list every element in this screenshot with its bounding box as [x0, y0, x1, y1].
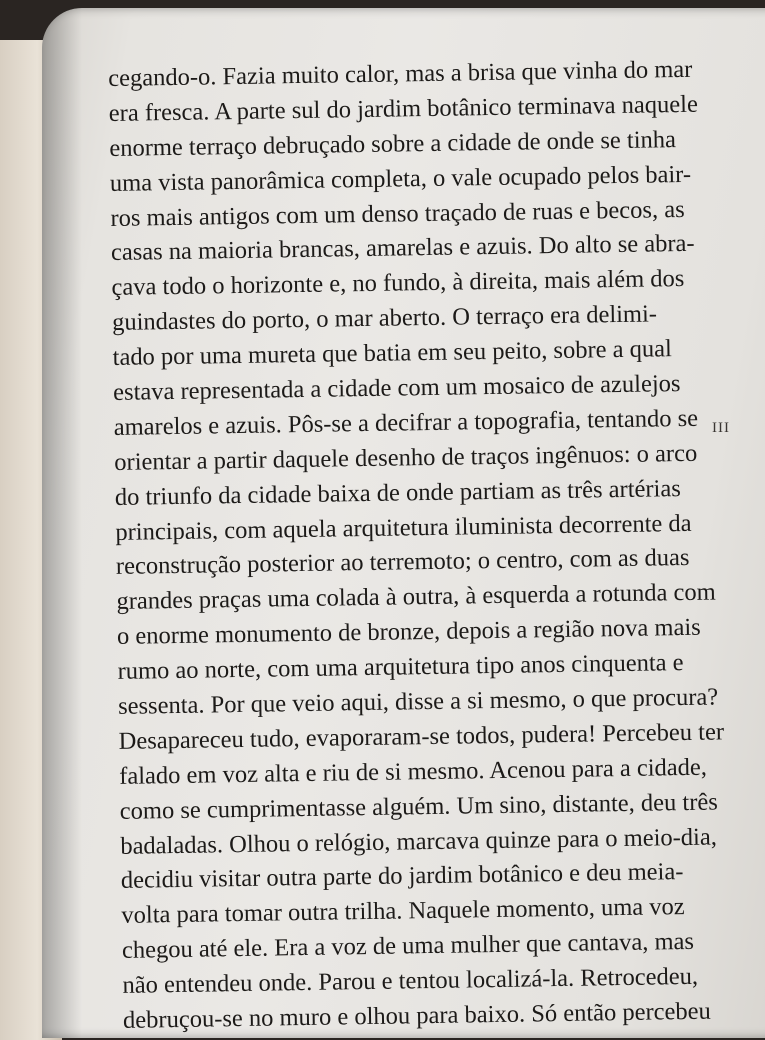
- text-line: principais, com aquela arquitetura iluminista decorrente da: [115, 509, 692, 546]
- text-line: sessenta. Por que veio aqui, disse a si mesmo, o que procura?: [117, 683, 719, 720]
- text-line: uma vista panorâmica completa, o vale ocupado pelos bair-: [109, 160, 692, 197]
- text-line: çava todo o horizonte e, no fundo, à direita, mais além dos: [111, 265, 685, 302]
- text-line: enorme terraço debruçado sobre a cidade de onde se tinha: [109, 125, 677, 162]
- text-line: chegou até ele. Era a voz de uma mulher que cantava, mas: [121, 928, 695, 965]
- text-line: orientar a partir daquele desenho de traços ingênuos: o arco: [114, 439, 698, 476]
- text-line: reconstrução posterior ao terremoto; o centro, com as duas: [115, 544, 690, 581]
- text-line: rumo ao norte, com uma arquitetura tipo anos cinquenta e: [117, 649, 684, 686]
- text-line: tado por uma mureta que batia em seu peito, sobre a qual: [112, 335, 673, 372]
- text-line: estava representada a cidade com um mosaico de azulejos: [112, 370, 681, 406]
- text-line: não entendeu onde. Parou e tentou localizá-la. Retrocedeu,: [122, 963, 699, 1000]
- text-line: falado em voz alta e riu de si mesmo. Acenou para a cidade,: [119, 753, 708, 790]
- text-line: era fresca. A parte sul do jardim botânico terminava naquele: [108, 90, 699, 127]
- text-line: ros mais antigos com um denso traçado de ruas e becos, as: [110, 195, 685, 232]
- text-line: decidiu visitar outra parte do jardim botânico e deu meia-: [120, 858, 684, 895]
- text-line: amarelos e azuis. Pôs-se a decifrar a topografia, tentando se: [113, 404, 699, 441]
- text-line: como se cumprimentasse alguém. Um sino, distante, deu três: [119, 788, 718, 825]
- text-line: debruçou-se no muro e olhou para baixo. Só então percebeu: [122, 997, 711, 1034]
- text-line: volta para tomar outra trilha. Naquele momento, uma voz: [121, 893, 685, 930]
- text-line: o enorme monumento de bronze, depois a região nova mais: [116, 614, 701, 651]
- text-line: Desapareceu tudo, evaporaram-se todos, pudera! Percebeu ter: [118, 718, 725, 755]
- page-number: III: [712, 420, 730, 436]
- text-line: cegando-o. Fazia muito calor, mas a brisa que vinha do mar: [108, 55, 693, 92]
- page-gutter-shadow: [42, 8, 82, 1038]
- text-line: do triunfo da cidade baixa de onde partiam as três artérias: [114, 474, 681, 511]
- text-line: casas na maioria brancas, amarelas e azuis. Do alto se abra-: [110, 230, 695, 267]
- text-line: guindastes do porto, o mar aberto. O terraço era delimi-: [111, 300, 658, 337]
- text-line: grandes praças uma colada à outra, à esquerda a rotunda com: [116, 578, 716, 616]
- text-line: badaladas. Olhou o relógio, marcava quinze para o meio-dia,: [120, 823, 718, 860]
